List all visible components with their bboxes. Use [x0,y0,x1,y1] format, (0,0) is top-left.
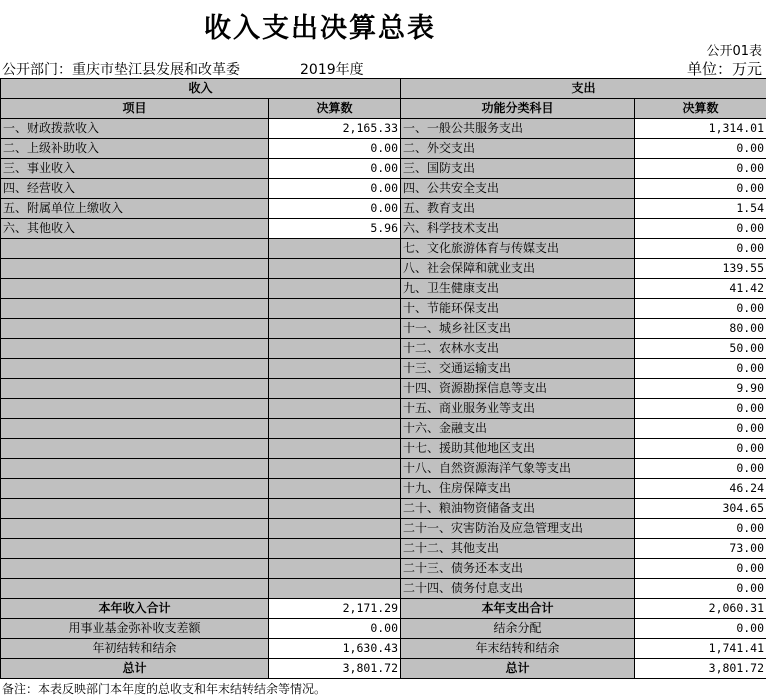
income-item-value [269,579,401,599]
item-header: 项目 [1,99,269,119]
income-header: 收入 [1,79,401,99]
income-summary-label: 总计 [1,659,269,679]
expense-item-label: 八、社会保障和就业支出 [401,259,635,279]
form-code: 公开01表 [706,44,762,59]
table-row [1,459,766,479]
expense-item-label: 二十二、其他支出 [401,539,635,559]
expense-item-value: 80.00 [635,319,766,339]
income-item-value [269,319,401,339]
table-row [1,319,766,339]
expense-item-value: 0.00 [635,399,766,419]
expense-item-value: 73.00 [635,539,766,559]
income-item-label [1,259,269,279]
expense-summary-value: 3,801.72 [635,659,766,679]
table-row [1,519,766,539]
unit-label: 单位：万元 [686,60,762,78]
table-row [1,479,766,499]
income-summary-label: 用事业基金弥补收支差额 [1,619,269,639]
income-item-value [269,439,401,459]
expense-item-label: 十七、援助其他地区支出 [401,439,635,459]
table-row [1,259,766,279]
income-item-value [269,419,401,439]
income-item-value [269,499,401,519]
expense-item-value: 0.00 [635,559,766,579]
table-row [1,139,766,159]
expense-item-value: 9.90 [635,379,766,399]
summary-row [1,659,766,679]
income-item-value [269,539,401,559]
income-item-label [1,279,269,299]
income-item-label [1,439,269,459]
table-row [1,199,766,219]
expense-item-value: 139.55 [635,259,766,279]
expense-item-label: 九、卫生健康支出 [401,279,635,299]
expense-item-value: 0.00 [635,439,766,459]
income-item-value [269,559,401,579]
summary-row [1,619,766,639]
page-title: 收入支出决算总表 [204,13,436,44]
table-row [1,239,766,259]
expense-item-label: 二十三、债务还本支出 [401,559,635,579]
income-item-label: 一、财政拨款收入 [1,119,269,139]
expense-item-value: 0.00 [635,219,766,239]
expense-summary-value: 1,741.41 [635,639,766,659]
income-summary-label: 本年收入合计 [1,599,269,619]
expense-item-value: 0.00 [635,579,766,599]
expense-item-label: 二、外交支出 [401,139,635,159]
table-row [1,379,766,399]
expense-item-value: 0.00 [635,299,766,319]
expense-item-value: 0.00 [635,519,766,539]
func-item-header: 功能分类科目 [401,99,635,119]
expense-item-label: 二十、粮油物资储备支出 [401,499,635,519]
expense-item-label: 二十一、灾害防治及应急管理支出 [401,519,635,539]
income-summary-label: 年初结转和结余 [1,639,269,659]
income-item-value: 0.00 [269,139,401,159]
expense-item-label: 十六、金融支出 [401,419,635,439]
table-row [1,279,766,299]
footnote: 备注：本表反映部门本年度的总收支和年末结转结余等情况。 [2,682,327,696]
expense-item-label: 一、一般公共服务支出 [401,119,635,139]
income-item-value [269,399,401,419]
income-summary-value: 3,801.72 [269,659,401,679]
expense-item-value: 0.00 [635,359,766,379]
income-item-value [269,259,401,279]
income-item-label: 三、事业收入 [1,159,269,179]
table-row [1,159,766,179]
expense-item-label: 十二、农林水支出 [401,339,635,359]
department-label: 公开部门：重庆市垫江县发展和改革委 [2,62,240,78]
expense-item-label: 十一、城乡社区支出 [401,319,635,339]
income-item-label: 五、附属单位上缴收入 [1,199,269,219]
income-item-label [1,579,269,599]
income-item-value [269,299,401,319]
table-row [1,539,766,559]
expense-item-label: 十四、资源勘探信息等支出 [401,379,635,399]
income-summary-value: 1,630.43 [269,639,401,659]
expense-item-value: 0.00 [635,459,766,479]
expense-item-label: 七、文化旅游体育与传媒支出 [401,239,635,259]
table-row [1,579,766,599]
income-item-label [1,559,269,579]
expense-item-value: 0.00 [635,159,766,179]
income-item-label [1,299,269,319]
expense-item-label: 四、公共安全支出 [401,179,635,199]
income-item-label [1,339,269,359]
income-item-label [1,539,269,559]
income-item-value [269,359,401,379]
income-item-value: 0.00 [269,179,401,199]
income-item-label [1,359,269,379]
expense-summary-value: 2,060.31 [635,599,766,619]
expense-item-value: 50.00 [635,339,766,359]
expense-item-label: 六、科学技术支出 [401,219,635,239]
expense-summary-label: 结余分配 [401,619,635,639]
income-item-label [1,239,269,259]
income-item-value: 0.00 [269,199,401,219]
table-row [1,219,766,239]
income-item-label [1,459,269,479]
expense-summary-label: 年末结转和结余 [401,639,635,659]
income-item-label [1,319,269,339]
table-row [1,339,766,359]
income-item-value [269,339,401,359]
table-row [1,119,766,139]
income-summary-value: 0.00 [269,619,401,639]
income-item-value [269,379,401,399]
expense-item-label: 五、教育支出 [401,199,635,219]
income-item-value [269,239,401,259]
expense-item-value: 0.00 [635,419,766,439]
income-item-label [1,479,269,499]
expense-item-value: 0.00 [635,139,766,159]
expense-item-label: 三、国防支出 [401,159,635,179]
expense-item-label: 十三、交通运输支出 [401,359,635,379]
income-item-label [1,379,269,399]
income-item-value [269,519,401,539]
income-item-label [1,419,269,439]
expense-header: 支出 [401,79,766,99]
income-amount-header: 决算数 [269,99,401,119]
table-row [1,179,766,199]
budget-table [0,78,766,679]
expense-item-value: 304.65 [635,499,766,519]
expense-summary-value: 0.00 [635,619,766,639]
expense-amount-header: 决算数 [635,99,766,119]
income-item-label: 二、上级补助收入 [1,139,269,159]
expense-item-value: 0.00 [635,179,766,199]
expense-item-value: 1.54 [635,199,766,219]
income-item-label [1,499,269,519]
income-item-value [269,279,401,299]
table-row [1,559,766,579]
table-row [1,499,766,519]
income-item-label: 四、经营收入 [1,179,269,199]
expense-summary-label: 本年支出合计 [401,599,635,619]
table-row [1,299,766,319]
income-item-value [269,459,401,479]
year-label: 2019年度 [300,62,364,78]
expense-item-value: 1,314.01 [635,119,766,139]
expense-item-value: 0.00 [635,239,766,259]
table-row [1,399,766,419]
expense-item-label: 十八、自然资源海洋气象等支出 [401,459,635,479]
summary-row [1,599,766,619]
income-item-value: 0.00 [269,159,401,179]
income-item-value: 2,165.33 [269,119,401,139]
expense-summary-label: 总计 [401,659,635,679]
income-item-label [1,399,269,419]
income-item-label [1,519,269,539]
table-row [1,419,766,439]
expense-item-label: 二十四、债务付息支出 [401,579,635,599]
table-row [1,359,766,379]
income-item-value: 5.96 [269,219,401,239]
income-item-value [269,479,401,499]
expense-item-label: 十、节能环保支出 [401,299,635,319]
income-item-label: 六、其他收入 [1,219,269,239]
expense-item-label: 十五、商业服务业等支出 [401,399,635,419]
expense-item-label: 十九、住房保障支出 [401,479,635,499]
table-row [1,439,766,459]
expense-item-value: 41.42 [635,279,766,299]
summary-row [1,639,766,659]
expense-item-value: 46.24 [635,479,766,499]
income-summary-value: 2,171.29 [269,599,401,619]
